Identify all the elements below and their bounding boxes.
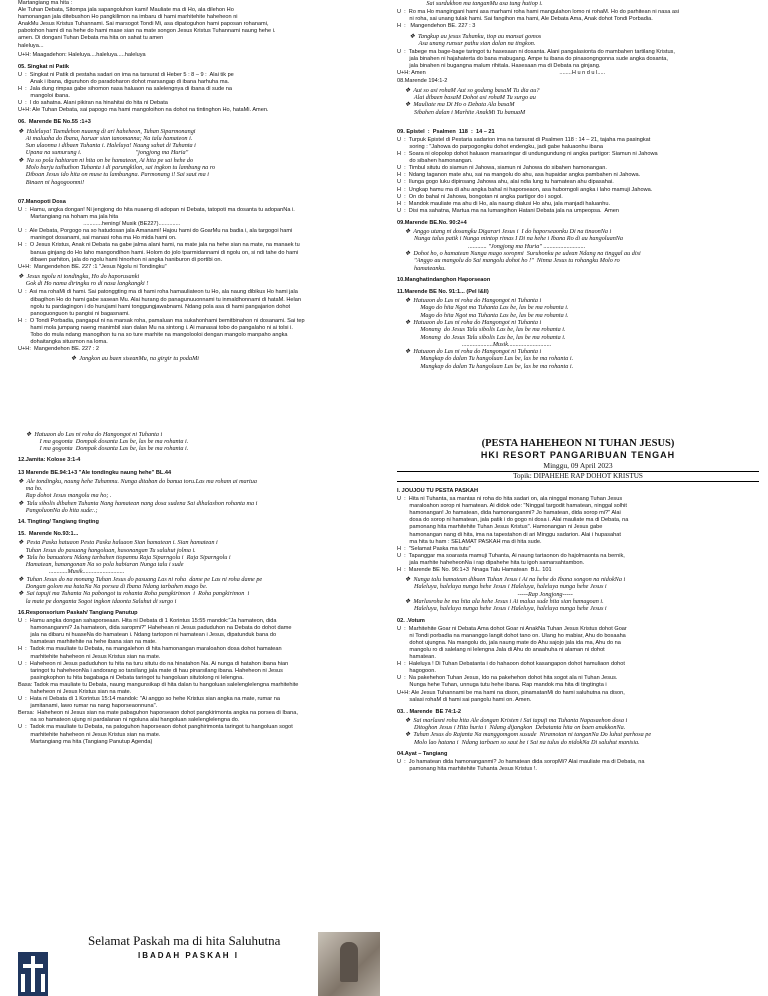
text-line: hamatean marhitehite na hehe ibana sian na mate. xyxy=(18,639,157,646)
text-line: maraloahon sorop ni hamatean. Ai didok ode: "Ninggal targodit hamatean, ninggal solhit xyxy=(397,503,627,510)
text-line: U : Haheheon ni Jesus paduduhon tu hita na turu situtu do na hinatahon Na. Ai nunga di hatahon ibana hian xyxy=(18,660,289,667)
text-line: jala na dibaru ni huaseNa do hamatean i. Ndang tartopon ni hamatean i Jesus, dipatunduk bana do xyxy=(18,632,277,639)
text-line: dohaitangka situsmon na loma. xyxy=(18,339,108,346)
text-line: hami mola jumpang naeng manimbil sian dalan Mu na sintong i. Ai manasai tobo do pangalaho ni ai tolsi i. xyxy=(18,324,293,331)
liturgy-text xyxy=(18,207,380,271)
section-heading xyxy=(397,220,759,227)
text-line: U : Tapanggar ma soarasta mamuji Tuhanta, Ai naung tartaonon do hajolmaonta na bernik, xyxy=(397,552,625,559)
text-line: ni roha, sai unang tulak hami. Sai fangihon ma hami, Ale Debata Ama, Anak dohot Tondi Porbadia. xyxy=(397,16,653,23)
text-line: H : Jala dung rimpas gabe sihomon nasa haluaon na salelengnya di ibana di sude na xyxy=(18,86,232,93)
hymn-verse xyxy=(18,431,380,453)
text-line: ❖ Ale tondingku, naung hehe Tuhanmu. Nunga ditaban do banua toru.Las ma roham ai martua xyxy=(18,477,257,485)
text-line: U : Na pakehehon Tuhan Jesus, Ido na pakehehon dohot hita sogot ala ni Tuhan Jesus. xyxy=(397,675,618,682)
text-line: Anak i ibana, diguruhon do paradoharon dohot marsangap di ibana harhuha ma. xyxy=(18,78,230,85)
text-line: "Anggo au mangolu do Sai mangolu dohot ho !" Ninna Jesus tu rohangku Molo ro xyxy=(397,257,620,265)
text-line: ❖ Sai marlasni roha hita Ale dongan Kristen i Sai tapuji ma Tuhanta Napasaehon dosa i xyxy=(397,716,628,724)
text-line: 07.Manopoti Dosa xyxy=(18,198,66,205)
hymn-verse xyxy=(18,355,380,362)
text-line: ❖ Pesta Paska hatuaon Pesta Paska haluaon Sian hamatean i. Sian hamatean i xyxy=(18,539,218,547)
text-line: ............hening/ Musik (BE227).............. xyxy=(18,221,181,228)
text-line: U+H: Maagadehon: Haleluya....haleluya.....haleluya xyxy=(18,51,146,58)
footer-subtitle: IBADAH PASKAH I xyxy=(138,951,239,960)
text-line: U : Tadok ma mauliate tu Debata, na patoguhon haporseaon dohot panghirimonta taringot tu hangoluan sogot xyxy=(18,724,293,731)
section-heading xyxy=(397,618,759,625)
text-line: Molo burju taihuthon Tuhanta i di parungkilon, sai ingkon tu lambung na ro xyxy=(18,163,216,171)
right-bottom-section xyxy=(397,488,759,773)
text-line: ❖ Hatuaon do Las ni roha do Hangongot ni Tuhanta i xyxy=(397,348,542,356)
text-line: U+H: Amen ........H u n d u l..... xyxy=(397,70,606,77)
text-line: hamatean. xyxy=(397,654,436,661)
text-line: dibagihon Ho do hami gabe sasean Mu. Alai hurang do panagunuuonnami tu inmaldhonnami di hataM. Helan xyxy=(18,296,301,303)
text-line: ............ "Jongjong ma Huria" ........................... xyxy=(397,242,586,250)
text-line: U : Turpuk Epistel di Pestaria sadarion ima na tarsurat di Psalmen 118 : 14 – 21, tajaha ma pasingkat xyxy=(397,136,651,143)
text-line: ❖ Aut so asi rohaM Aut so godang basaM Tu dia au? xyxy=(397,86,540,94)
text-line: Haleluya, haleluya nunga hehe Jesus i Haleluya, haleluya nunga hehe Jesus i xyxy=(397,583,607,591)
text-line: U+H: Mangendehon BE. 227 : 2 xyxy=(18,346,100,353)
text-line: U : Hamu angka dongan sahaporseaan. Hita ni Debata di 1 Korintus 15:55 mandok:"Ja hamateon, dida xyxy=(18,618,277,625)
text-line: ............Musik........................... xyxy=(18,568,125,576)
text-line: salasi rohaM di hami sai pangolu hami on. Amen. xyxy=(397,696,532,703)
text-line: pamonang hita marhitehite Tuhanta Jesus Kristus !. xyxy=(397,766,537,773)
text-line: ❖ Haleluya! Taendehon nuaeng di ari haheheon, Tuhan Siparmonangi xyxy=(18,127,196,135)
liturgy-text xyxy=(397,9,759,30)
text-line: U+H: Mangendehon BE. 227 :1 "Jesus Ngolu ni Tondingku" xyxy=(18,263,167,270)
hymn-verse xyxy=(397,717,759,746)
text-line: ....................Musik............................ xyxy=(397,340,552,348)
text-line: Sun ulaonna i dibaen Tuhanta i. Haleluya! Naung sahat di Tuhanta i xyxy=(18,142,196,150)
text-line: Sai surdukhon ma tanganMu asa tung hutiop i. xyxy=(397,0,543,7)
text-line: ❖ Hatuaon do Las ni roha do Hangongot ni Tuhanta i xyxy=(18,430,163,438)
text-line: H : Marende BE No. 96:1+3 Nnaga Talu Hamatean B.L. 101 xyxy=(397,567,552,574)
hymn-verse xyxy=(18,539,380,605)
text-line: H : Ungkap hamu ma di ahu angka bahal ni haporseaon, asa huborngoli angka i laho mamuji Jahowa. xyxy=(397,186,653,193)
text-line: U : I do sahatna. Alani pikiran na hinahitai do hita ni Debata xyxy=(18,100,168,107)
liturgy-text xyxy=(18,289,380,353)
text-line: U : Timbul situtu do siamun ni Jahowa, siamun ni Jahowa do sibahen hamonangan. xyxy=(397,165,607,172)
text-line: jamitanami, lawo rumar na nang haporseaonnuna". xyxy=(18,703,158,710)
text-line: haheheon ni Jesus Kristus sian na mate. xyxy=(18,689,132,695)
section-heading xyxy=(397,277,759,284)
footer-title: Selamat Paskah ma di hita Saluhutna xyxy=(88,933,281,948)
text-line: Binaen ni hagogoonmi! xyxy=(18,178,85,186)
text-line: hamateanku. xyxy=(397,264,446,272)
hymn-verse xyxy=(397,297,759,370)
text-line: soring : "Jahowa do parpogongku dohot endengku, jadi gabe haluaonhu ibana xyxy=(397,144,604,151)
text-line: Diboan Jesus ido hita on muse tu lambungna. Parmonang i! Sai saut ma i xyxy=(18,171,209,179)
text-line: Ale Tuhan Debata, Sitompa jala sapangoluhon kami! Mauliate ma di Ho, ala dilehon Ho xyxy=(18,7,234,14)
text-line: do sibahen hamonangan. xyxy=(397,158,473,165)
liturgy-text xyxy=(397,759,759,773)
section-heading xyxy=(397,709,759,716)
text-line: ❖ Hatuaon do Las ni roha do Hangongot ni Tuhanta i xyxy=(397,297,542,305)
text-line: Gok di Ho nama diringku ro di nasa langkangki ! xyxy=(18,280,149,288)
text-line: na so hamateon ujung ni pardalanan ni ngoluna alai hangoluan salelenglelengna do. xyxy=(18,717,240,724)
text-line: Basa: Tadok ma mauliate tu Debata, naung mangunsikap di hita dalan tu hangoluan salelenglelengna marhitehite xyxy=(18,681,299,688)
text-line: ❖ Tuhan Jesus do na monang Tuhan Jesus do pasuang Las ni roha dame pe Las ni roha dame pe xyxy=(18,575,263,583)
text-line: Haleluya, haleluya nunga hehe Jesus i Haleluya, haleluya nunga hehe Jesus i xyxy=(397,605,607,613)
text-line: AnakMu Jesus Kristus Tuhannami. Sai marsogot Tondi Mi, asa dipatoguhon hami paposan rohanami, xyxy=(18,21,269,28)
text-line: Mungkap do dalan Tu hangoluan Las be, las be ma rohanta i. xyxy=(397,355,574,363)
text-line: jala binahen ni bugangna malum rihitala. Hasesaan ma di Debata na ginjang. xyxy=(397,63,601,70)
text-line: U : Ale Debata, Porgogo na so hatudosan jala Amanami! Hajou hami do GoarMu na badia i, ala targogoi hami xyxy=(18,228,293,235)
section-heading xyxy=(18,457,380,464)
hymn-verse xyxy=(397,0,759,7)
liturgy-text xyxy=(397,626,759,704)
text-line: U : On do bahal ni Jahowa, bongotan ni angka partigor do i sogol. xyxy=(397,193,563,200)
text-line: banua ginjang do Ho laho mangondihon hami. Holom do jolo tparmidannami di ngolu on, si ndi tahe do hami xyxy=(18,249,299,256)
text-line: Monang do Jesus Talu sibolis Las be, las be ma rohanta i. xyxy=(397,333,566,341)
text-line: PangoluonNa do hita sude:.; xyxy=(18,506,98,514)
risen-christ-photo xyxy=(318,932,380,996)
text-line: U : Ilunga gogo luku dipinsang Jahowa ahu, alai ndia lung tu hamatean ahu dipasahai. xyxy=(397,179,614,186)
text-line: hamonangan jala ditebushon Ho pangkilimon na imbaru di hami marhitehite haheheon ni xyxy=(18,14,238,21)
text-line: U+H: Ale Jesus Tuhannami be ma hami na dison, pinamatanMi do hami saluhutna na dison, xyxy=(397,689,625,696)
service-date: Minggu, 09 April 2023 xyxy=(543,460,613,470)
text-line: Martangiang ma hita : xyxy=(18,0,73,6)
text-line: U : Marhitehite Goar ni Debata Ama dohot Goar ni AnakNa Tuhan Jesus Kristus dohot Goar xyxy=(397,625,627,632)
footer-banner xyxy=(18,932,380,996)
text-line: U : Hamu, angka dongan! Ni jengjong do hita nuaeng di adopan ni Debata, tatopoti ma dosanta tu adopanNa i. xyxy=(18,206,295,213)
text-line: panoguonguon tu pangisi ni bagasnami. xyxy=(18,310,130,317)
text-line: 12.Jamita: Kolose 3:1-4 xyxy=(18,457,81,464)
service-topic: Topik: DIPAHEHE RAP DOHOT KRISTUS xyxy=(397,471,759,482)
text-line: hamonanganmi? Ja hamateon, dida saropmi?" Hahehean ni Jesus paduduhon na Debata do dohot dame xyxy=(18,625,292,632)
text-line: 11.Marende BE No. 91:1... (Pel I&II) xyxy=(397,288,489,295)
text-line: H : O Tondi Porbadia, pangapul ni na marsak roha, pamaluan ma sukahonhami bemitbinahon ni dosanami. Sai tep xyxy=(18,317,305,324)
text-line: 06. Marende BE No.55 :1+3 xyxy=(18,119,91,126)
left-column xyxy=(18,0,380,996)
text-line: H : O Jesus Kristus, Anak ni Debata na gabe jalma alani hami, na mate jala na hehe sian na mate, na manaek tu xyxy=(18,242,300,249)
text-line: marhitehite haheheon ni Jesus Kristus sian na mate. xyxy=(18,731,161,738)
text-line: dohot ujungna. Na mangolu do, jala naung mate do Ahu sajojo jala ida ma, Ahu do na xyxy=(397,639,621,646)
text-line: ❖ Tuhan Jesus do Rajanta Na manggomgom susude Niramotan ni tanganNa Do luhut parhosa pe xyxy=(397,731,652,739)
text-line: U : Jo hamatean dida hamonanganmi? Jo hamatean dida soropMi? Alai mauliate ma di Debata, na xyxy=(397,759,645,766)
text-line: amen. Di dongani Tuhan Debata ma hita on sahat tu amen xyxy=(18,35,164,42)
text-line: U : Ro ma Ho mangingani hami asa marhami roha hami mangulahon lomo ni rohaM. Ho do parhitean ni nasa asi xyxy=(397,9,680,16)
text-line: Tobo do mula ndang manogihon tu na so ture marhite na mangolooloi dengan mangolo manpaho angka xyxy=(18,331,288,338)
text-line: ngolu tu pardagingon i do hurujami hami tonggungjawabnami. Ndang pola asa di hami pangajarion dohot xyxy=(18,303,291,310)
hymn-verse xyxy=(397,576,759,612)
text-line: U : Hita ni Tuhanta, sa mantas ni roha do hita sadari on, ala ninggal monang Tuhan Jesus xyxy=(397,496,623,503)
text-line: 05. Singkat ni Patik xyxy=(18,63,69,70)
text-line: 09. Epistel : Psalmen 118 : 14 – 21 xyxy=(397,128,495,135)
text-line: ❖ Jangkon au baen siseanMu, na girgir tu podaMi xyxy=(18,355,199,363)
text-line: Nunga hehe Tuhan, unnuga tutu hehe ibana. Rap mandok ma hita di tingtingta i xyxy=(397,682,607,689)
text-line: U+H: Ale Tuhan Debata, sai papogo ma hami mangoloihon na dohot na tintinghon Ho, hataMi. Amen. xyxy=(18,107,269,114)
section-heading xyxy=(18,470,380,477)
liturgy-text xyxy=(18,365,380,429)
text-line: 16.Responsorium Paskah/ Tangiang Panutup xyxy=(18,609,138,616)
section-heading xyxy=(18,64,380,71)
section-heading xyxy=(18,531,380,538)
text-line: ❖ Anggo utang ni dosangku Digarari Jesus i I do haporseaonku Di na tinaonNa i xyxy=(397,228,612,236)
text-line: Ditoghon Jesus i Hita huria i Ndang dijangkon Debatanta hita on baen anakkonNa. xyxy=(397,724,626,732)
text-line: H : Haleluya ! Di Tuhan Debatanta i do hahaoon dohot kasangapon dohot hamuliaon dohot xyxy=(397,661,625,668)
text-line: Upana na sumurung i. "jongjong ma Huria" xyxy=(18,149,189,157)
text-line: mangolu ro di salelang ni lelengna Jala di Ahu do anaahuha ni alaman ni dohot xyxy=(397,646,605,653)
text-line: H : Soara ni olopolop dohot haluaon marsaringar di undungundung ni angka partigor: Siamun ni Jahowa xyxy=(397,151,658,158)
text-line: jala binahen ni hajahaterta do bana mabugang. Ampe tu ibana do pinasongngonna sude angka dosanta, xyxy=(397,56,668,63)
liturgy-text xyxy=(397,137,759,215)
text-line: pabotohon hami di na hehe do hami mase sian na mate songon Jesus Kristus Tuhannami naung hehe i. xyxy=(18,28,276,35)
text-line: ❖ Nunga talu hamatean dibaen Tuhan Jesus i Ai na hehe do Ibana songon na nidokNa i xyxy=(397,576,626,584)
text-line: Monang do Jesus Talu sibolis Las be, las be ma rohanta i. xyxy=(397,326,566,334)
hymn-verse xyxy=(397,33,759,48)
text-line: -----Rap Jongjong----- xyxy=(397,590,573,598)
text-line: Hamatean, hanangonan Na so pola habiaran Nunga talu i sude xyxy=(18,561,184,569)
text-line: pamonang hita marhitehite Tuhan Jesus Kristus". Hamonangan ni Jesus gabe xyxy=(397,524,603,531)
text-line: 02. .Votum xyxy=(397,617,425,624)
text-line: hagogoon. xyxy=(397,668,436,675)
text-line: 10.Manghatindanghon Haporseaon xyxy=(397,276,491,283)
text-line: Nunga talus patik i Nunga mintop rimas I Di na hehe i Ibana Ro di au hangoluanNa xyxy=(397,235,624,243)
text-line: U : Hata ni Debata di 1 Korintus 15:14 mandok: "Ai anggo so hehe Kristus sian angka na mate, rumar na xyxy=(18,696,280,703)
text-line: H : Mangendehon BE. 227 : 3 xyxy=(397,23,476,30)
text-line: 09.Marende BE.No. 90:2+4 xyxy=(397,219,467,226)
hymn-verse xyxy=(18,478,380,514)
text-line: ❖ Talu ho banuatoru Ndang tarbahen tiopannu Raja Siparngolu i Raja Siparngolu i xyxy=(18,553,231,561)
text-line: 08.Marende 194:1-2 xyxy=(397,77,448,84)
text-line: hamonangan nang di hita, ima na tapestahon di ari Minggu sadarion. Alai i hupasahat xyxy=(397,531,621,538)
text-line: H : Tadok ma mauliate tu Debata, na mangalehon di hita hamonangan maraloahon dosa dohot hamatean xyxy=(18,646,282,653)
text-line: ❖ Tangkup au jesus Tuhanku, tiop au mansai gomos xyxy=(397,32,542,40)
text-line: Asa unang runsur pathu sian dalan na tingkon. xyxy=(397,39,536,47)
section-heading xyxy=(397,488,759,495)
section-heading xyxy=(18,519,380,526)
hymn-verse xyxy=(397,228,759,272)
text-line: 04.Ayat – Tangiang xyxy=(397,751,448,757)
text-line: H : Ndang taganon mate ahu, sai na mangolu do ahu, asa hupaidar angka pambahen ni Jahowa. xyxy=(397,172,641,179)
text-line: ❖ Mauliate ma Di Ho o Debata Ala basaM xyxy=(397,101,515,109)
text-line: la mate pe donganta Sogot ingkon idaonta Saluhut di surgo i xyxy=(18,597,177,605)
text-line: Mago do hita Ngot ma Tuhanta Las be, las be ma rohanta i. xyxy=(397,304,569,312)
right-top-section xyxy=(397,0,759,370)
text-line: Mago do hita Ngot ma Tuhanta Las be, las be ma rohanta i. xyxy=(397,311,569,319)
text-line: ❖ Jesus ngolu ni tondingku, Ho do haporusanki xyxy=(18,272,140,280)
text-line: Alai dibaen basaM Dohot asi rohaM Tu surgo au xyxy=(397,93,536,101)
text-line: I ma gogonta Dompak dosanta Las be, las be ma rohanta i. xyxy=(18,445,189,453)
text-line: dosa do sorop ni hamatean, jala patik i do gogo ni dosa i. Alai mauliate ma di Debata, na xyxy=(397,517,629,524)
text-line: 14. Tingting/ Tangiang tingting xyxy=(18,519,99,526)
liturgy-text xyxy=(18,52,380,59)
section-heading xyxy=(397,129,759,136)
text-line: ma ho. xyxy=(18,484,43,492)
text-line: U : Asi ma rohaMi di hami. Sai patonggting ma di hami roha hamauliateon tu Ho, ala naung dibikus Ho hami jala xyxy=(18,289,298,296)
section-heading xyxy=(18,119,380,126)
text-line: Dongan golom ma hataNa Na porsea di Ibana Ndang tarbahen mago be. xyxy=(18,583,208,591)
text-line: H : Mandok mauliate ma ahu di Ho, ala naung dialusi Ho ahu, jala manjadi haluanhu. xyxy=(397,200,611,207)
hymn-verse xyxy=(397,87,759,116)
text-line: taringot tu haheheonNa i andorang so tarsilang jala mate di hau pinarsilang ibana. Haheheon ni Jesus xyxy=(18,667,283,674)
text-line: jala marhite haheheonNa i rap dipahehe hita tu igoh samarsahtambon. xyxy=(397,559,585,566)
text-line: ❖ Na so pola habiaran ni hita on be hamateon, Ai hita pe sai hehe do xyxy=(18,156,194,164)
text-line: 15. Marende No.93:1... xyxy=(18,531,79,538)
text-line: Tuhan Jesus do pasuang hangoluan, hasonangan Tu saluhut jolma i. xyxy=(18,546,196,554)
section-heading xyxy=(18,199,380,206)
text-line: H : "Selamat Paska ma tutu" xyxy=(397,545,471,552)
liturgy-text xyxy=(18,72,380,115)
text-line: ❖ Hatuaon do Las ni roha do Hangongot ni Tuhanta i xyxy=(397,318,542,326)
hymn-verse xyxy=(18,273,380,288)
text-line: Bersa: Haheheon ni Jesus sian na mate pabaguhon haporseaon dohot pangkirimonta angka na porsea di Ibana, xyxy=(18,710,298,717)
text-line: Sibahen dalan i Marhite AnakMi Tu banuaM xyxy=(397,108,526,116)
text-line: Martangiang ma hita (Tangiang Panutup Agenda) xyxy=(18,738,153,745)
text-line: U : Disi ma sahatna, Martua ma na lumangihon Hatani Debata jala na umpeopsa. Amen xyxy=(397,207,620,214)
text-line: ma hita tu ham : SELAMAT PASKAH ma di hita sude. xyxy=(397,538,542,545)
text-line: I. JOUJOU TU PESTA PASKAH xyxy=(397,487,479,494)
text-line: ❖ Sai tapuji ma Tuhanta Na pabongot tu rohanta Roha pangkirimon i Roha pangkirimon i xyxy=(18,590,250,598)
text-line: mangoloi ibana. xyxy=(18,93,70,100)
text-line: marhitehite haheheon ni Jesus Kristus sian na mate. xyxy=(18,653,161,660)
service-title: (PESTA HAHEHEON NI TUHAN JESUS) xyxy=(481,437,675,449)
text-line: dibaen parhiton, jala do ngolu hami hinorhon ni angka haniburon di portibi on. xyxy=(18,256,223,263)
liturgy-text xyxy=(18,618,380,746)
text-line: pasingkophon tu hita bagabaga ni Debata taringot tu hangoluan situtolong ni lelengna. xyxy=(18,674,244,681)
church-name: HKI RESORT PANGARIBUAN TENGAH xyxy=(480,449,676,460)
text-line: ❖ Talu sibolis dibahen Tuhanta Nang hamatean nang dosa sudena Sai dihalashon rohanta ma i xyxy=(18,499,258,507)
hymn-verse xyxy=(18,128,380,186)
text-line: I ma gogonta Dompak dosanta Las be, las be ma rohanta i. xyxy=(18,437,189,445)
text-line: ❖ Dohot ho, o hamatean Nunga mago soropmi Suruhonku pe udean Ndang na tinggal au disi xyxy=(397,249,641,257)
liturgy-text xyxy=(397,49,759,84)
text-line: 03. . Marende BE 74:1-2 xyxy=(397,708,462,715)
text-line: hamonangan! Jo hamatean, dida hamonanganmi? Jo hamatean, dida sorop mi?" Alai xyxy=(397,510,621,517)
text-line: Ai maluaha do Ibana, haruar sian tanomanna; Na talu hamateon i. xyxy=(18,134,193,142)
text-line: Rap dohot Jesus mangolu ma ho; . xyxy=(18,492,112,500)
text-line: Mungkap do dalan Tu hangoluan Las be, las be ma rohanta i. xyxy=(397,362,574,370)
text-line: Molo lao hatana i Ndang tarbaen so saut be i Sai na tulus do nidokNa Di saluhut manisia. xyxy=(397,738,640,746)
text-line: 13 Marende BE.94:1+3 "Ale tondingku naung hehe" BL.44 xyxy=(18,469,172,476)
section-heading xyxy=(397,289,759,296)
liturgy-text xyxy=(397,496,759,574)
section-heading xyxy=(18,610,380,617)
section-heading xyxy=(397,751,759,758)
text-line: ❖ Marlasroha be ma hita ala hehe Jesus i Ai malua sude hita sian hamagoan i. xyxy=(397,598,604,605)
liturgy-text xyxy=(18,188,380,194)
text-line: ni Tondi porbadia na mananggo langit dohot tano on. Ulang ho mabiar, Ahu do bosaaha xyxy=(397,632,626,639)
right-column xyxy=(397,0,759,996)
text-line: Martangiang na hoham ma jala hita xyxy=(18,214,119,221)
text-line: U : Singkat ni Patik di pestaha sadari on ima na tarsurat di Heber 5 : 8 – 9 : Alai tik pe xyxy=(18,71,234,78)
text-line: haleluya... xyxy=(18,42,44,49)
text-line: U : Tabege ma bage-bage taringot tu hasesaan ni dosanta. Alani pangalasionta do mambahen tartilang Kristus, xyxy=(397,49,675,56)
liturgy-text xyxy=(397,118,759,124)
liturgy-text xyxy=(18,0,380,50)
text-line: maningot dosanami, sai manasi roha ma Ho mida hami on. xyxy=(18,235,177,242)
church-cross-logo-icon xyxy=(18,952,48,996)
